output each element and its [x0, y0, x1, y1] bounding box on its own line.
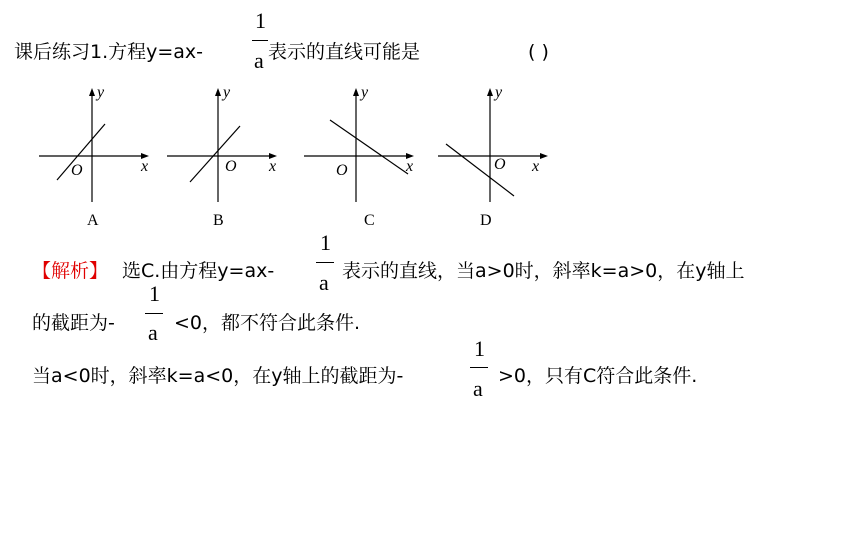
graph-a-origin-label: O	[71, 162, 83, 179]
graph-d-y-label: y	[495, 84, 503, 101]
solution-tag: 【解析】	[32, 260, 109, 282]
question-prefix: 课后练习1.方程y=ax-	[14, 41, 204, 63]
question-fraction-bar	[252, 40, 268, 41]
solution-line1-numerator: 1	[320, 230, 331, 255]
graph-b-y-label: y	[223, 84, 231, 101]
question-suffix: 表示的直线可能是	[268, 41, 421, 63]
solution-line1-fraction-bar	[316, 262, 334, 263]
solution-line2-denominator: a	[148, 320, 158, 345]
graph-a[interactable]	[35, 84, 155, 234]
graph-b[interactable]	[163, 84, 283, 234]
graph-a-y-label: y	[97, 84, 105, 101]
graph-b-x-label: x	[269, 158, 277, 175]
graph-c-plot	[300, 84, 420, 234]
solution-line3-denominator: a	[473, 376, 483, 401]
question-fraction-numerator: 1	[255, 8, 266, 33]
graph-a-x-label: x	[141, 158, 149, 175]
solution-line1-denominator: a	[319, 270, 329, 295]
solution-line1-a: 选C.由方程y=ax-	[122, 260, 275, 282]
question-fraction-denominator: a	[254, 48, 264, 73]
graph-a-caption: A	[87, 212, 99, 229]
graph-c-y-label: y	[361, 84, 369, 101]
solution-line3-b: >0，只有C符合此条件.	[498, 365, 698, 387]
graph-c-x-label: x	[406, 158, 414, 175]
graph-b-origin-label: O	[225, 158, 237, 175]
graph-d-caption: D	[480, 212, 492, 229]
graph-c[interactable]	[300, 84, 420, 234]
graph-d-origin-label: O	[494, 156, 506, 173]
solution-line1-b: 表示的直线，当a>0时，斜率k=a>0，在y轴上	[342, 260, 745, 282]
solution-line3-a: 当a<0时，斜率k=a<0，在y轴上的截距为-	[32, 365, 404, 387]
graph-c-origin-label: O	[336, 162, 348, 179]
solution-line2-numerator: 1	[149, 281, 160, 306]
answer-blank[interactable]: ( )	[528, 41, 549, 63]
graph-d-x-label: x	[532, 158, 540, 175]
solution-line3-numerator: 1	[474, 336, 485, 361]
solution-line2-a: 的截距为-	[32, 312, 115, 334]
graph-b-caption: B	[213, 212, 224, 229]
solution-line3-fraction-bar	[470, 367, 488, 368]
solution-line2-fraction-bar	[145, 313, 163, 314]
graph-c-caption: C	[364, 212, 375, 229]
graph-d[interactable]	[434, 84, 554, 234]
solution-line2-b: <0，都不符合此条件.	[174, 312, 361, 334]
